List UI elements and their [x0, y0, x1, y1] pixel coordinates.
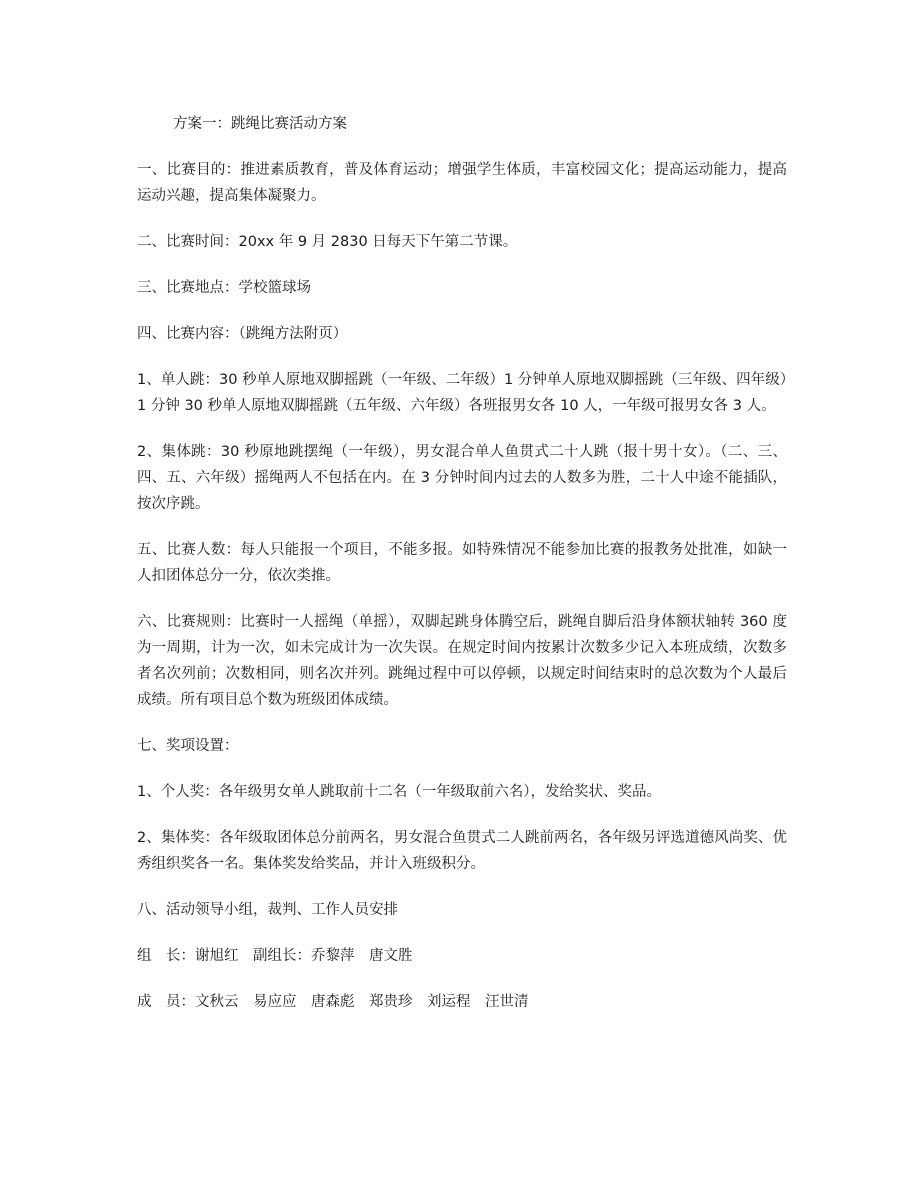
section-rules: 六、比赛规则：比赛时一人摇绳（单摇），双脚起跳身体腾空后，跳绳自脚后沿身体额状轴转 360 度为一周期，计为一次，如未完成计为一次失误。在规定时间内按累计次数多少记入本班成绩，次数多者名次列前；次数相同，则名次并列。跳绳过程中可以停顿，以规定时间结束时的总次数为个人最后成绩。所有项目总个数为班级团体成绩。	[137, 614, 787, 708]
section-content: 四、比赛内容：（跳绳方法附页）	[137, 326, 348, 342]
section-awards: 七、奖项设置：	[137, 738, 239, 754]
item-group-jump: 2、集体跳：30 秒原地跳摆绳（一年级），男女混合单人鱼贯式二十人跳（报十男十女）。（二、三、四、五、六年级）摇绳两人不包括在内。在 3 分钟时间内过去的人数多为胜，二十人中途不能插队，按次序跳。	[137, 444, 787, 512]
item-group-award: 2、集体奖：各年级取团体总分前两名，男女混合鱼贯式二人跳前两名，各年级另评选道德风尚奖、优秀组织奖各一名。集体奖发给奖品，并计入班级积分。	[137, 830, 787, 872]
document-title: 方案一：跳绳比赛活动方案	[173, 116, 347, 132]
leaders-line: 组 长：谢旭红 副组长：乔黎萍 唐文胜	[137, 948, 413, 964]
section-leadership: 八、活动领导小组，裁判、工作人员安排	[137, 902, 398, 918]
section-location: 三、比赛地点：学校篮球场	[137, 280, 311, 296]
item-single-jump: 1、单人跳：30 秒单人原地双脚摇跳（一年级、二年级）1 分钟单人原地双脚摇跳（三年级、四年级）1 分钟 30 秒单人原地双脚摇跳（五年级、六年级）各班报男女各 10 人，一年级可报男女各 3 人。	[137, 372, 787, 414]
section-purpose: 一、比赛目的：推进素质教育，普及体育运动；增强学生体质，丰富校园文化；提高运动能力，提高运动兴趣，提高集体凝聚力。	[137, 162, 787, 204]
members-line: 成 员：文秋云 易应应 唐森彪 郑贵珍 刘运程 汪世清	[137, 994, 529, 1010]
item-individual-award: 1、个人奖：各年级男女单人跳取前十二名（一年级取前六名），发给奖状、奖品。	[137, 784, 661, 800]
section-participants: 五、比赛人数：每人只能报一个项目，不能多报。如特殊情况不能参加比赛的报教务处批准，如缺一人扣团体总分一分，依次类推。	[137, 542, 787, 584]
document-body	[137, 111, 787, 1035]
section-time: 二、比赛时间：20xx 年 9 月 2830 日每天下午第二节课。	[137, 234, 518, 250]
